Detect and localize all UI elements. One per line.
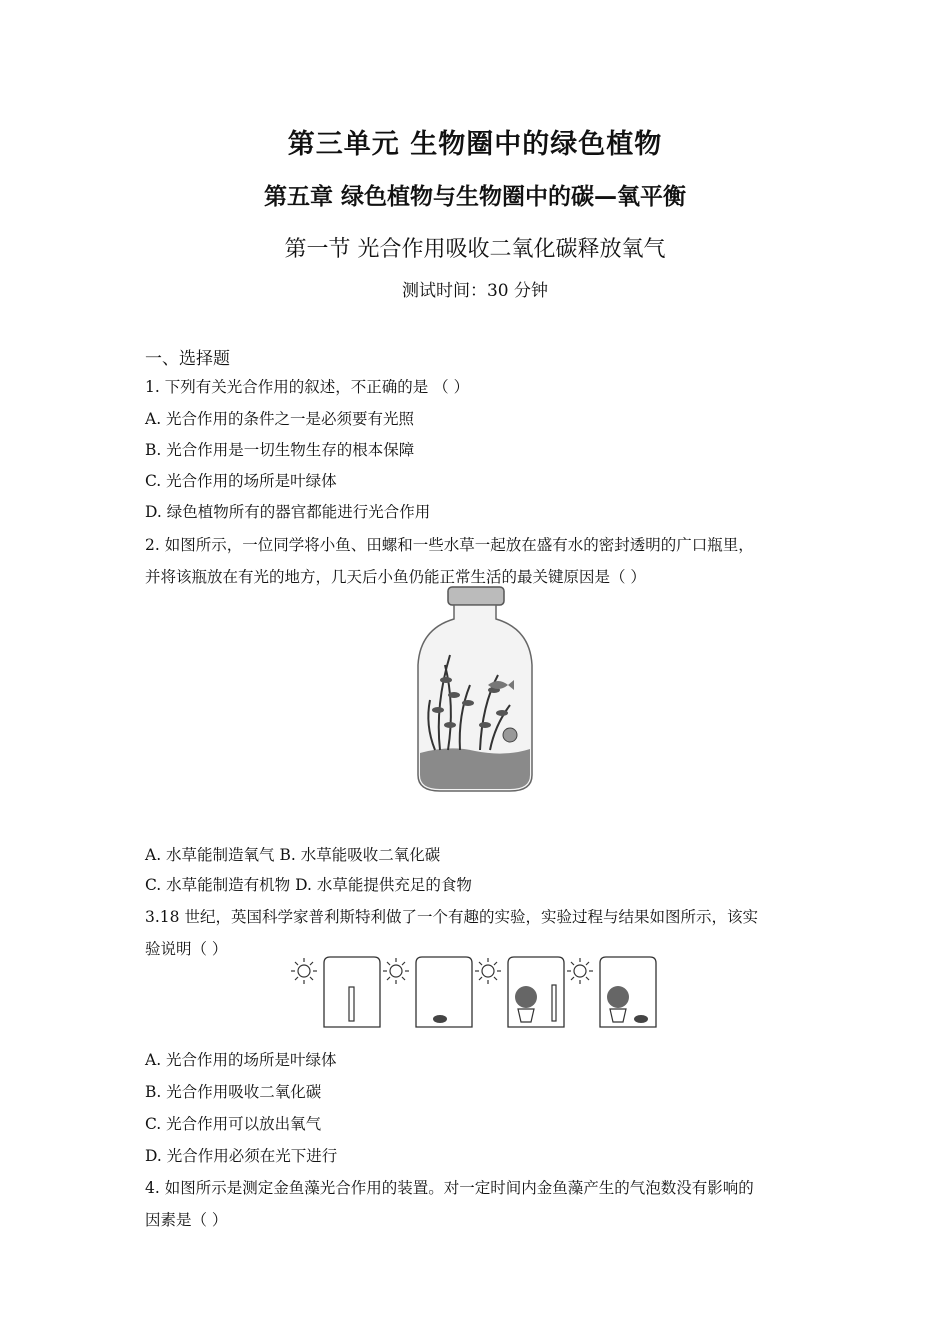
q2-stem-line2: 并将该瓶放在有光的地方，几天后小鱼仍能正常生活的最关键原因是（ ） [145,568,646,586]
potted-plant-icon [515,986,537,1022]
candle-icon [349,987,354,1021]
jar-ecosystem-figure [410,585,540,800]
q2-option-cd: C. 水草能制造有机物 D. 水草能提供充足的食物 [145,876,472,894]
jar-sand [420,748,530,789]
q4-stem-line2: 因素是（ ） [145,1211,228,1229]
potted-plant-icon [607,986,629,1022]
sun-icon [291,958,317,984]
mouse-icon [433,1015,447,1023]
section-title: 第一节 光合作用吸收二氧化碳释放氧气 [284,237,666,262]
sun-icon [475,958,501,984]
q1-option-b: B. 光合作用是一切生物生存的根本保障 [145,441,415,459]
q3-option-c: C. 光合作用可以放出氧气 [145,1115,322,1133]
unit-title: 第三单元 生物圈中的绿色植物 [287,129,663,160]
q2-option-ab: A. 水草能制造氧气 B. 水草能吸收二氧化碳 [145,846,441,864]
section-heading: 一、选择题 [145,349,230,369]
sun-icon [567,958,593,984]
snail-icon [503,728,517,742]
sun-icon [383,958,409,984]
q3-stem-line1: 3.18 世纪，英国科学家普利斯特利做了一个有趣的实验，实验过程与结果如图所示，该实 [145,908,758,926]
bell-jar-1 [324,957,380,1027]
test-time: 测试时间：30 分钟 [401,281,549,301]
q3-option-b: B. 光合作用吸收二氧化碳 [145,1083,322,1101]
q3-stem-line2: 验说明（ ） [145,940,228,958]
priestley-experiment-figure [290,955,660,1031]
q1-stem: 1. 下列有关光合作用的叙述，不正确的是 （ ） [145,378,470,396]
q1-option-a: A. 光合作用的条件之一是必须要有光照 [145,410,415,428]
candle-icon [552,985,556,1021]
q2-stem-line1: 2. 如图所示，一位同学将小鱼、田螺和一些水草一起放在盛有水的密封透明的广口瓶里， [145,536,754,554]
jar-lid [448,587,504,605]
q3-option-d: D. 光合作用必须在光下进行 [145,1147,338,1165]
mouse-icon [634,1015,648,1023]
q4-stem-line1: 4. 如图所示是测定金鱼藻光合作用的装置。对一定时间内金鱼藻产生的气泡数没有影响的 [145,1179,754,1197]
chapter-title: 第五章 绿色植物与生物圈中的碳—氧平衡 [263,184,686,210]
q3-option-a: A. 光合作用的场所是叶绿体 [145,1051,337,1069]
q1-option-d: D. 绿色植物所有的器官都能进行光合作用 [145,503,431,521]
q1-option-c: C. 光合作用的场所是叶绿体 [145,472,337,490]
